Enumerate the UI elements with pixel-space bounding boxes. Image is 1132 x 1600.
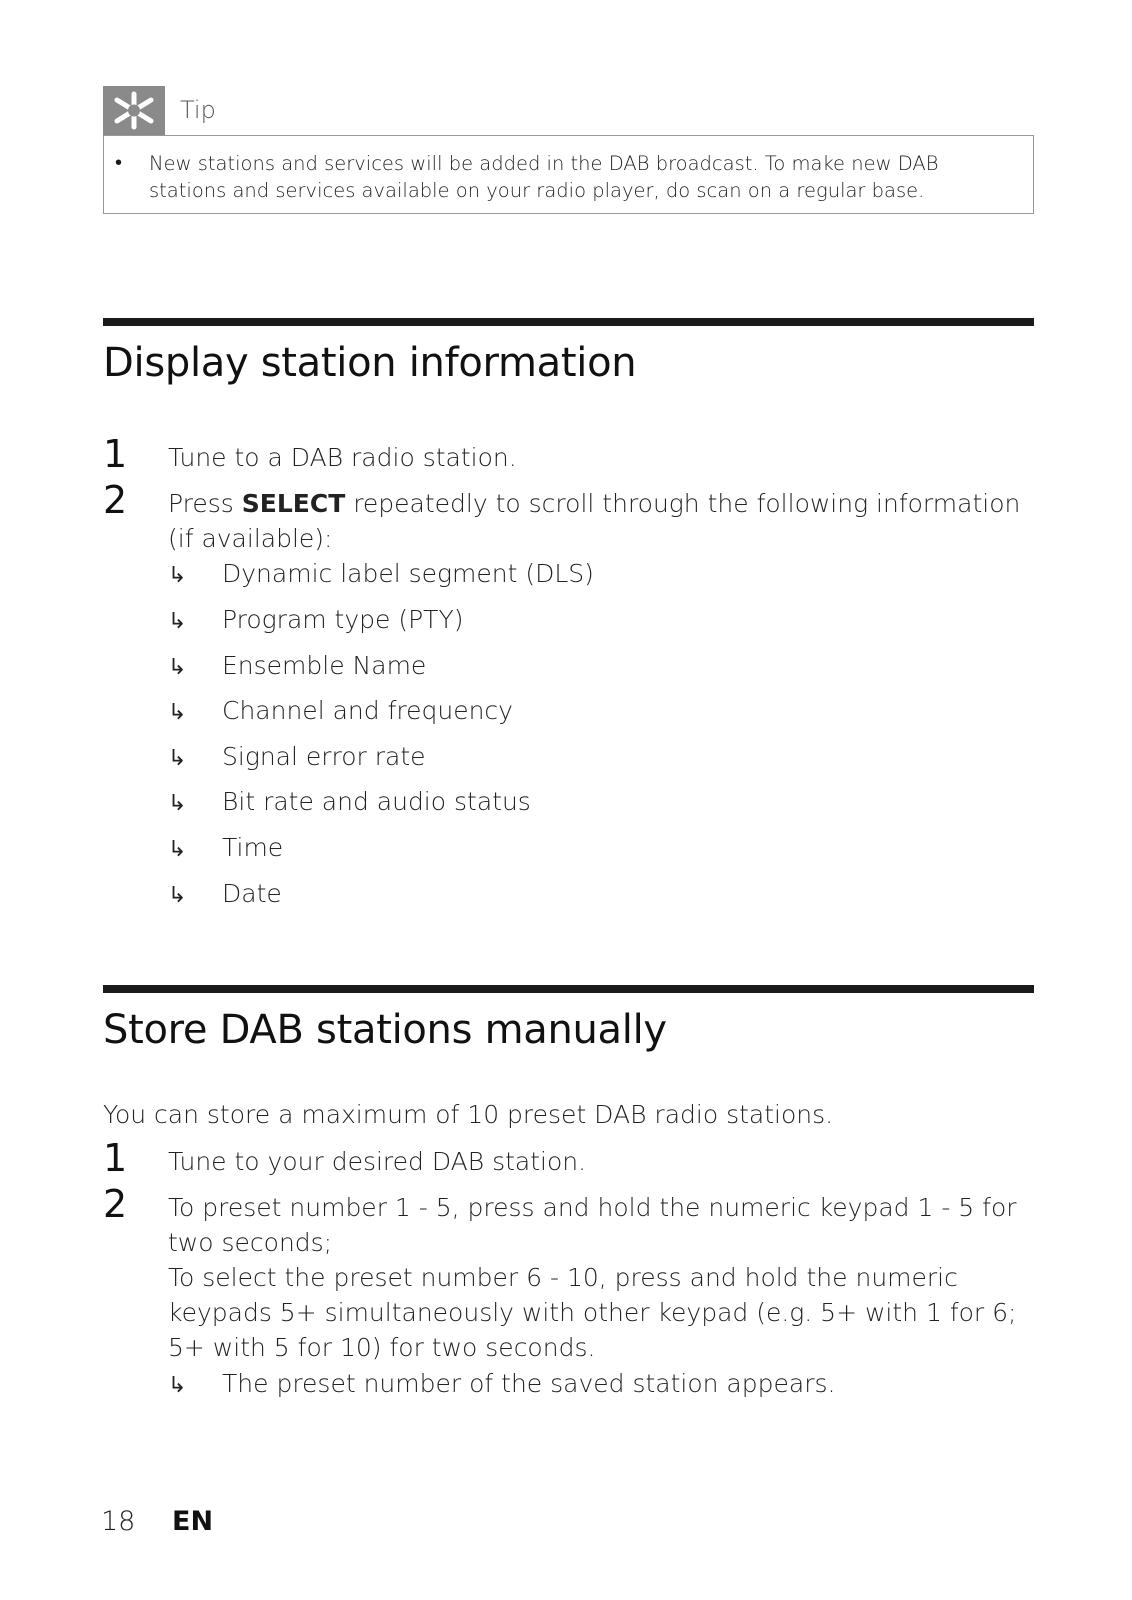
step-text	[168, 486, 1038, 556]
result-arrow-icon: ↳	[168, 746, 187, 771]
section-title-display: Display station information	[103, 340, 637, 386]
tip-icon	[103, 86, 165, 135]
step-text-pre: Press	[168, 489, 242, 518]
result-item: ↳ Date	[168, 876, 282, 913]
step-text: Tune to your desired DAB station.	[168, 1147, 587, 1176]
result-item: ↳ Program type (PTY)	[168, 602, 463, 639]
result-arrow-icon: ↳	[168, 700, 187, 725]
step-number: 2	[103, 478, 128, 522]
result-arrow-icon: ↳	[168, 609, 187, 634]
section-rule	[103, 318, 1034, 326]
page-number: 18	[101, 1506, 136, 1537]
result-item: ↳ Bit rate and audio status	[168, 784, 531, 821]
result-item: ↳ The preset number of the saved station appears.	[168, 1366, 835, 1403]
section-title-store: Store DAB stations manually	[103, 1007, 667, 1053]
result-arrow-icon: ↳	[168, 791, 187, 816]
step-number: 2	[103, 1182, 128, 1226]
result-arrow-icon: ↳	[168, 655, 187, 680]
tip-label: Tip	[180, 96, 216, 124]
result-arrow-icon: ↳	[168, 837, 187, 862]
step-number: 1	[103, 1136, 128, 1180]
section-intro: You can store a maximum of 10 preset DAB radio stations.	[103, 1100, 834, 1129]
result-item: ↳ Channel and frequency	[168, 693, 513, 730]
step-text: To select the preset number 6 - 10, press and hold the numeric keypads 5+ simultaneously with other keypad (e.g. 5+ with 1 for 6; 5+ with 5 for 10) for two seconds.	[168, 1263, 1017, 1362]
result-arrow-icon: ↳	[168, 883, 187, 908]
result-item: ↳ Time	[168, 830, 283, 867]
step-number: 1	[103, 432, 128, 476]
result-item: ↳ Ensemble Name	[168, 648, 426, 685]
tip-bullet: •	[115, 150, 123, 174]
result-item: ↳ Dynamic label segment (DLS)	[168, 556, 594, 593]
step-text: Tune to a DAB radio station.	[168, 443, 517, 472]
result-arrow-icon: ↳	[168, 1373, 187, 1398]
tip-text: New stations and services will be added in the DAB broadcast. To make new DAB stations and services available on your radio player, do scan on a regular base.	[149, 152, 939, 202]
step-text-post: repeatedly to scroll through the following information (if available):	[168, 489, 1021, 553]
result-item: ↳ Signal error rate	[168, 739, 426, 776]
result-arrow-icon: ↳	[168, 563, 187, 588]
step-text: To preset number 1 - 5, press and hold the numeric keypad 1 - 5 for two seconds;	[168, 1193, 1017, 1257]
section-rule	[103, 985, 1034, 993]
language-code: EN	[172, 1506, 214, 1537]
select-key-label: SELECT	[241, 489, 346, 518]
